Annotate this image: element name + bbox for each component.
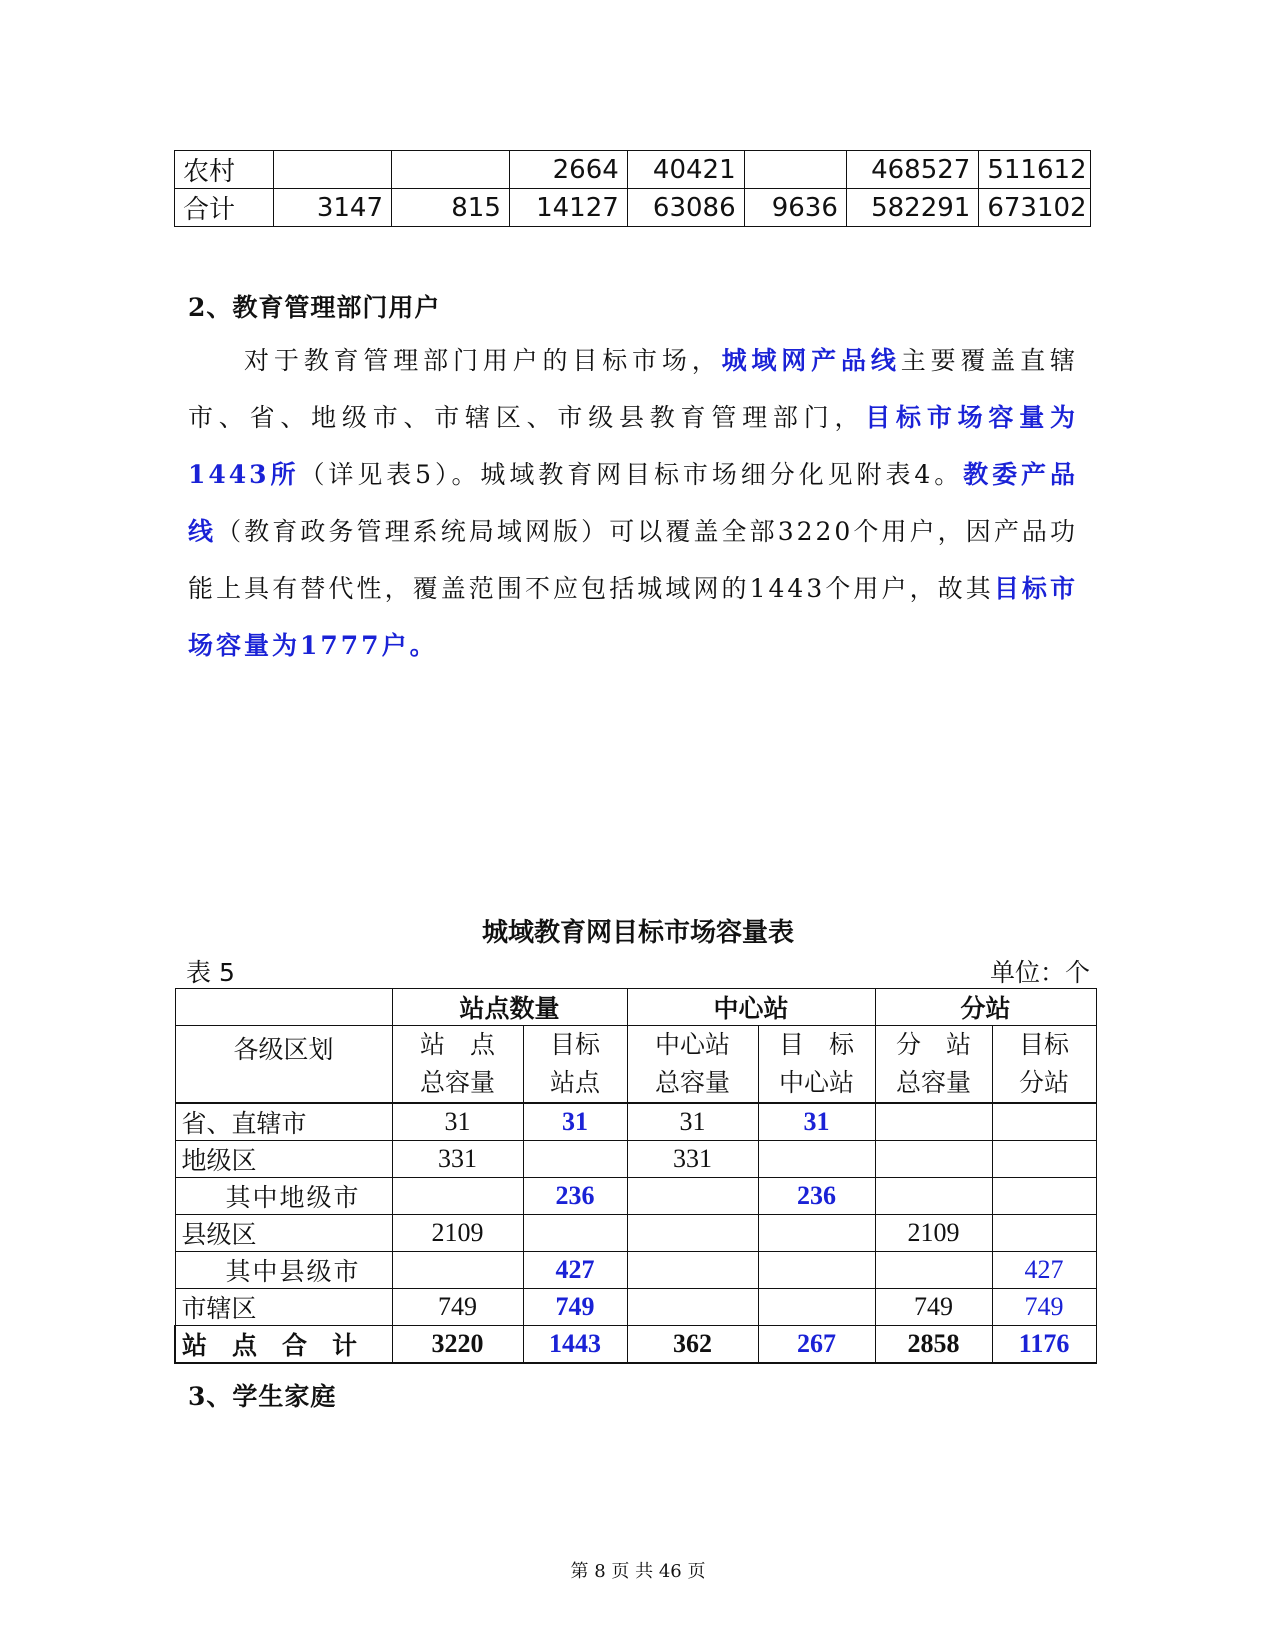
paragraph-text: （详见表5）。城域教育网目标市场细分化见附表4。 [299, 460, 964, 489]
group-header: 中心站 [627, 989, 875, 1026]
table-cell: 3147 [274, 189, 392, 227]
table-cell [392, 151, 510, 189]
table-cell [392, 1178, 523, 1215]
highlight-text: 城域网产品线 [721, 346, 901, 375]
table-cell: 815 [392, 189, 510, 227]
sub-header [627, 1026, 758, 1104]
table-cell [627, 1252, 758, 1289]
table-cell [758, 1215, 875, 1252]
table-cell: 331 [392, 1141, 523, 1178]
section-heading: 3、学生家庭 [188, 1382, 337, 1411]
row-header: 各级区划 [175, 1026, 392, 1104]
table-title: 城域教育网目标市场容量表 [481, 918, 794, 948]
sub-header-line: 目 标 [779, 1030, 855, 1059]
sub-header-line: 分站 [1019, 1068, 1070, 1097]
table-cell: 31 [392, 1103, 523, 1141]
top-data-table [174, 150, 1091, 227]
table-cell: 14127 [509, 189, 627, 227]
capacity-table [174, 988, 1097, 1364]
table-cell [875, 1141, 992, 1178]
table-cell: 749 [992, 1289, 1096, 1326]
sub-header-line: 中心站 [655, 1030, 731, 1059]
row-label: 其中县级市 [175, 1252, 392, 1289]
table-cell: 427 [523, 1252, 627, 1289]
table-cell [744, 151, 846, 189]
table-row [175, 1252, 1096, 1289]
table-cell: 511612 [979, 151, 1091, 189]
table-cell: 331 [627, 1141, 758, 1178]
table-cell: 31 [627, 1103, 758, 1141]
empty-header-cell [175, 989, 392, 1026]
row-label: 省、直辖市 [175, 1103, 392, 1141]
row-label: 地级区 [175, 1141, 392, 1178]
sub-header [392, 1026, 523, 1104]
table-cell: 582291 [846, 189, 978, 227]
total-cell: 1443 [523, 1326, 627, 1364]
total-cell: 3220 [392, 1326, 523, 1364]
table-cell [523, 1141, 627, 1178]
total-label: 站 点 合 计 [175, 1326, 392, 1364]
highlight-text: 教委产品线 [188, 460, 1078, 546]
table-cell [627, 1215, 758, 1252]
row-label: 农村 [175, 151, 274, 189]
sub-header-row [175, 1026, 1096, 1104]
section-paragraph [188, 332, 1078, 674]
sub-header-line: 总容量 [419, 1068, 495, 1097]
table-cell: 40421 [627, 151, 744, 189]
table-cell [875, 1103, 992, 1141]
table-label: 表 5 [186, 958, 235, 987]
table-cell [758, 1141, 875, 1178]
sub-header-line: 目标 [550, 1030, 601, 1059]
total-cell: 267 [758, 1326, 875, 1364]
table-cell: 236 [523, 1178, 627, 1215]
table-cell [992, 1103, 1096, 1141]
highlight-text: 目标市场容量为1443所 [188, 403, 1078, 489]
paragraph-text: 对于教育管理部门用户的目标市场， [244, 346, 722, 375]
row-label: 县级区 [175, 1215, 392, 1252]
row-label: 市辖区 [175, 1289, 392, 1326]
table-cell [875, 1252, 992, 1289]
sub-header-line: 目标 [1019, 1030, 1070, 1059]
table-cell [992, 1141, 1096, 1178]
row-label: 其中地级市 [175, 1178, 392, 1215]
paragraph-text: （教育政务管理系统局域网版）可以覆盖全部3220个用户，因产品功能上具有替代性，覆盖范围不应包括城域网的1443个用户，故其 [188, 517, 1078, 603]
group-header: 分站 [875, 989, 1096, 1026]
total-cell: 362 [627, 1326, 758, 1364]
table-cell: 427 [992, 1252, 1096, 1289]
group-header: 站点数量 [392, 989, 627, 1026]
table-cell: 2664 [509, 151, 627, 189]
table-cell [274, 151, 392, 189]
table-cell [392, 1252, 523, 1289]
table-cell: 2109 [392, 1215, 523, 1252]
table-cell: 2109 [875, 1215, 992, 1252]
table-cell: 749 [392, 1289, 523, 1326]
table-cell: 63086 [627, 189, 744, 227]
section-heading: 2、教育管理部门用户 [188, 293, 441, 322]
page-footer: 第 8 页 共 46 页 [570, 1561, 706, 1582]
table-cell: 236 [758, 1178, 875, 1215]
total-row [175, 1326, 1096, 1364]
sub-header-line: 站点 [550, 1068, 601, 1097]
table-row [175, 1141, 1096, 1178]
table-cell [627, 1289, 758, 1326]
table-cell [758, 1252, 875, 1289]
table-cell: 749 [523, 1289, 627, 1326]
table-cell: 468527 [846, 151, 978, 189]
table-cell [875, 1178, 992, 1215]
table-cell: 9636 [744, 189, 846, 227]
table-row [175, 1289, 1096, 1326]
table-cell: 31 [758, 1103, 875, 1141]
group-header-row [175, 989, 1096, 1026]
sub-header [992, 1026, 1096, 1104]
table-unit: 单位：个 [989, 958, 1090, 987]
table-row [175, 151, 1091, 189]
paragraph-text: 主要覆盖直辖市、省、地级市、市辖区、市级县教育管理部门， [188, 346, 1078, 432]
table-cell: 31 [523, 1103, 627, 1141]
table-cell: 749 [875, 1289, 992, 1326]
table-row [175, 1178, 1096, 1215]
table-row [175, 189, 1091, 227]
table-cell [992, 1215, 1096, 1252]
table-cell [523, 1215, 627, 1252]
sub-header-line: 总容量 [896, 1068, 972, 1097]
sub-header-line: 站 点 [419, 1030, 495, 1059]
sub-header-line: 中心站 [779, 1068, 855, 1097]
highlight-text: 目标市场容量为1777户。 [188, 574, 1078, 660]
table-cell [758, 1289, 875, 1326]
row-label: 合计 [175, 189, 274, 227]
total-cell: 2858 [875, 1326, 992, 1364]
table-row [175, 1215, 1096, 1252]
table-cell: 673102 [979, 189, 1091, 227]
table-cell [992, 1178, 1096, 1215]
sub-header [875, 1026, 992, 1104]
table-cell [627, 1178, 758, 1215]
sub-header [758, 1026, 875, 1104]
sub-header-line: 分 站 [896, 1030, 972, 1059]
sub-header [523, 1026, 627, 1104]
total-cell: 1176 [992, 1326, 1096, 1364]
table-row [175, 1103, 1096, 1141]
sub-header-line: 总容量 [655, 1068, 731, 1097]
